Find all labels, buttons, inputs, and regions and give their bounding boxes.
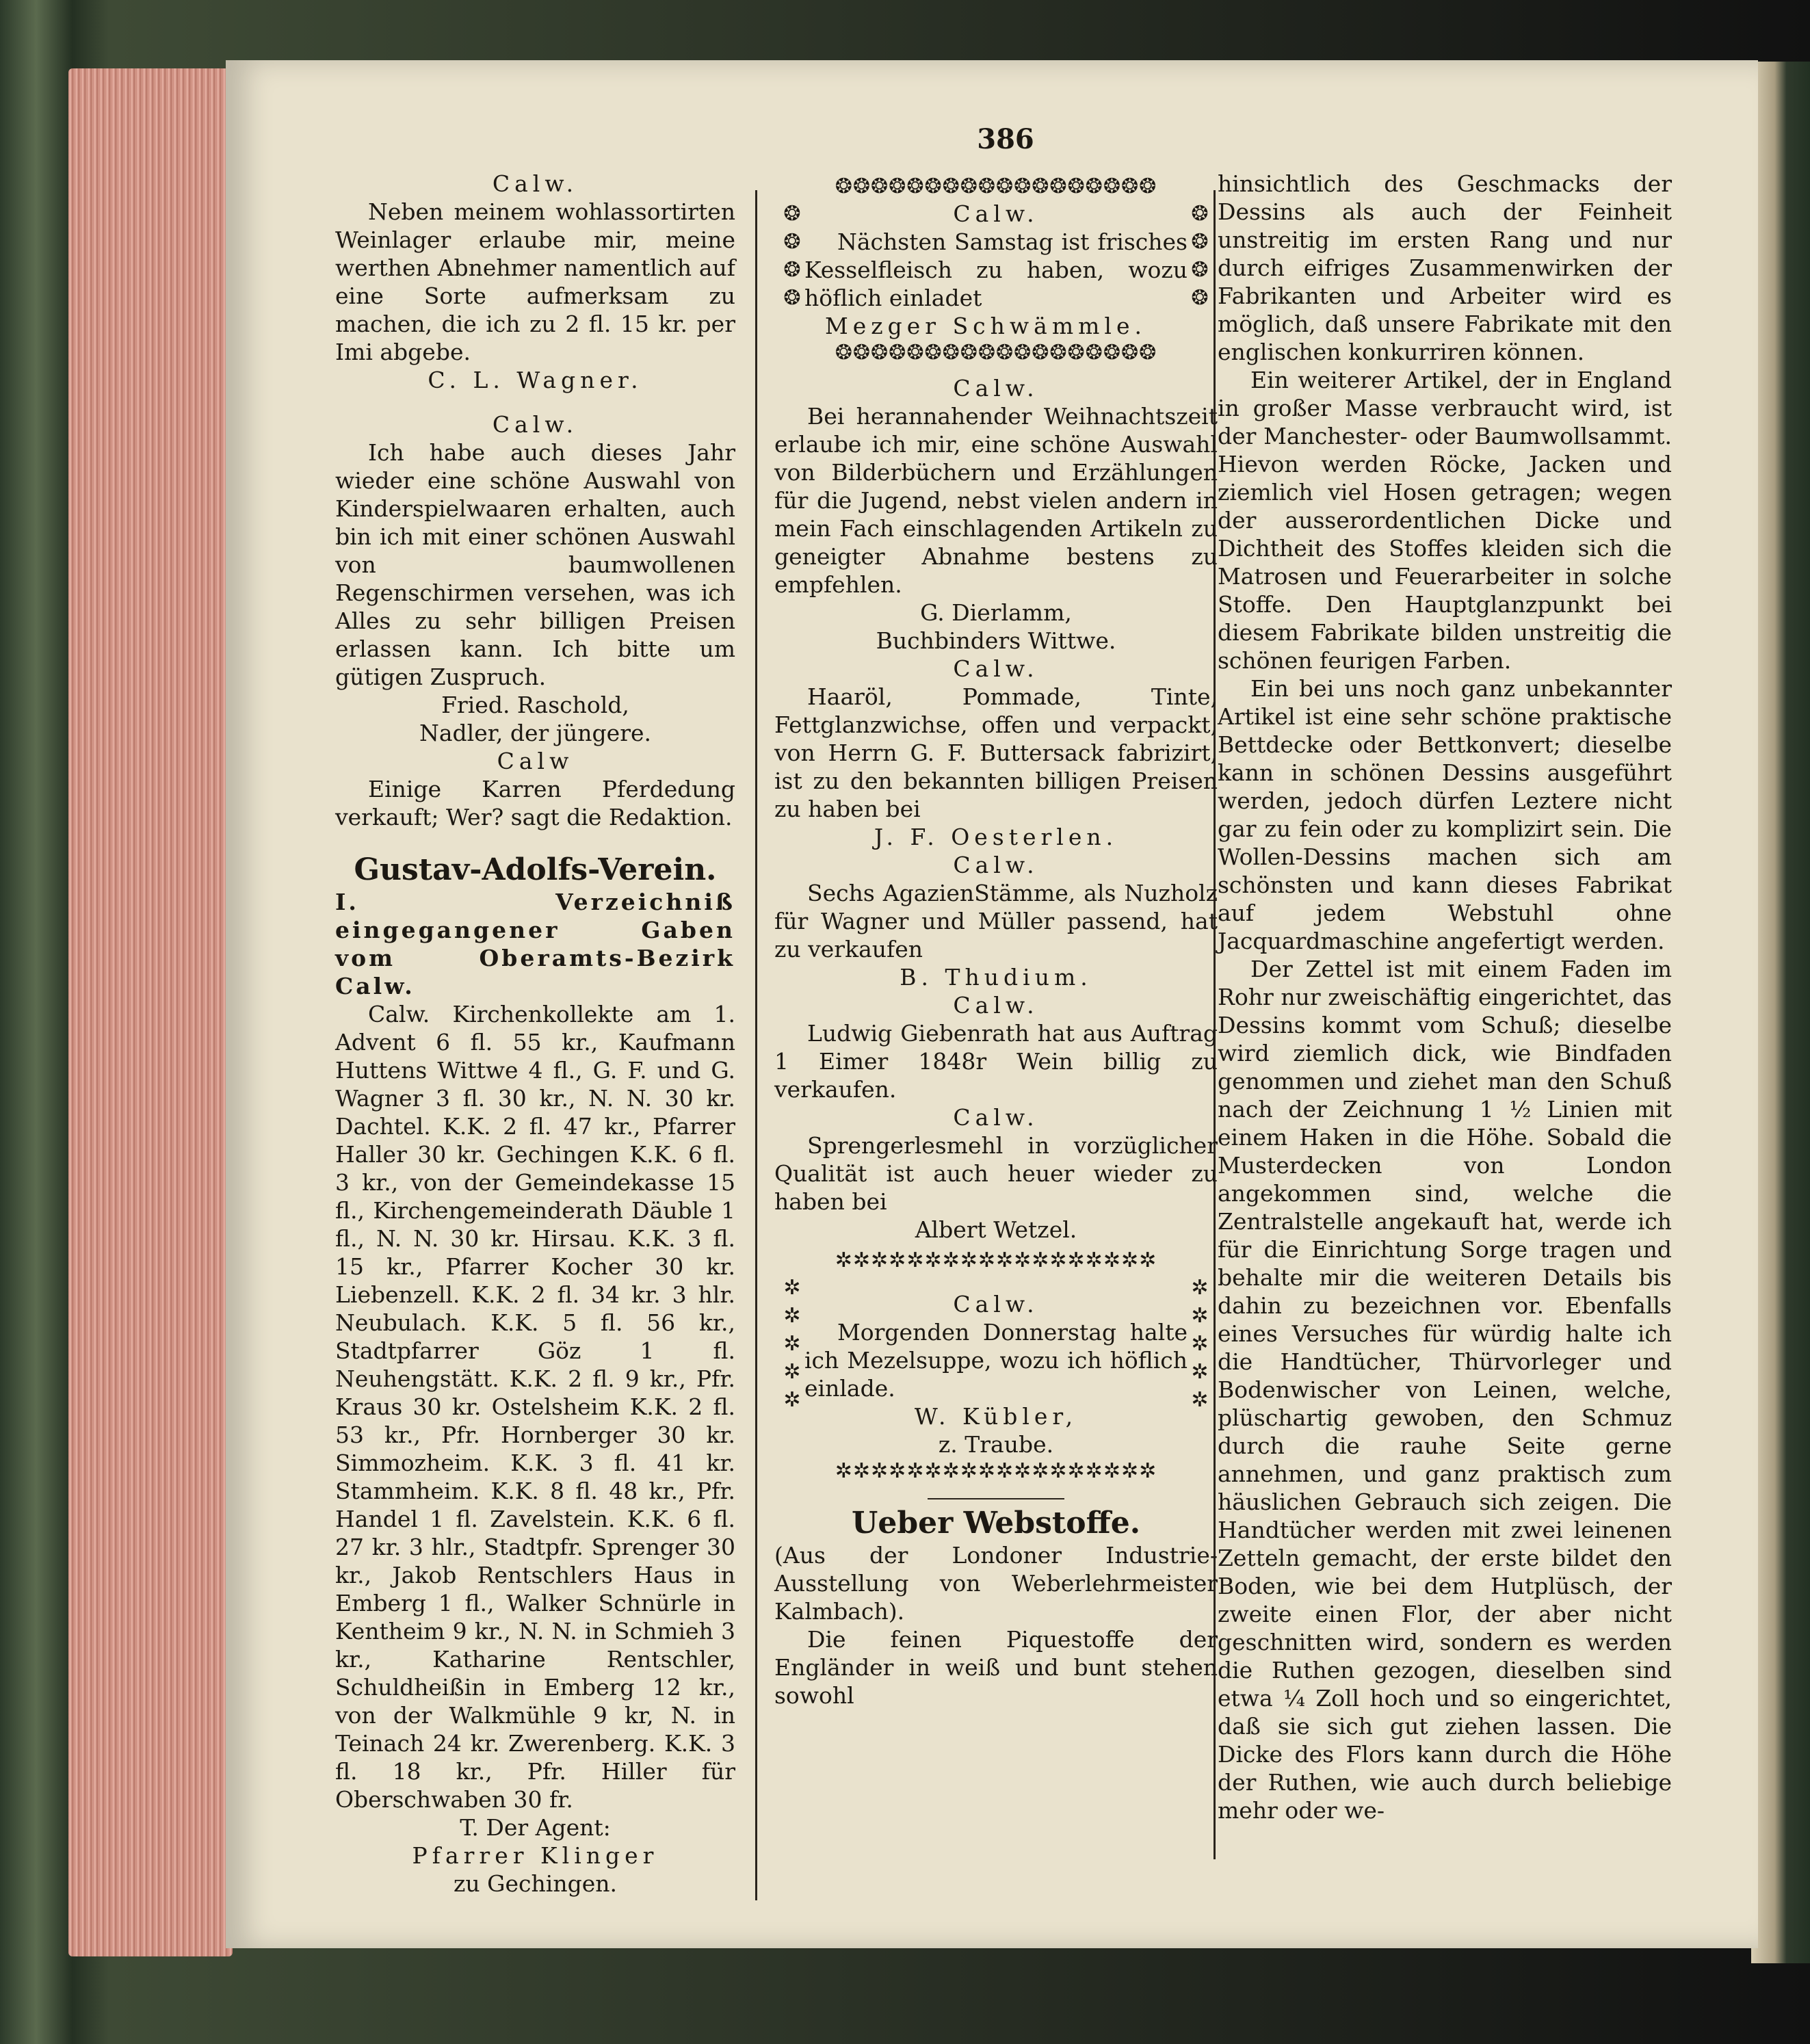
ad-text: Sechs AgazienStämme, als Nuzholz für Wagner und Müller passend, hat zu verkaufen [774, 880, 1218, 962]
ornament-side: ✲ [1191, 1360, 1209, 1384]
ad-place: Calw. [953, 1104, 1039, 1131]
ornament-side: ❂ [1191, 258, 1209, 282]
ornament-border: ❂❂❂❂❂❂❂❂❂❂❂❂❂❂❂❂❂❂ [835, 174, 1157, 198]
ornament-side: ✲ [783, 1332, 801, 1356]
page-number: 386 [977, 123, 1034, 155]
ad-text: Neben meinem wohlassortirten Weinlager erlaube mir, meine werthen Abnehmer namentlich auf eine Sorte aufmerksam zu machen, die ich zu 2 fl. 15 kr. per Imi abgebe. [335, 198, 735, 365]
ornament-box-1 [774, 170, 1218, 370]
section-subtitle: I. Verzeichniß eingegangener Gaben vom Oberamts-Bezirk Calw. [335, 889, 735, 999]
ad-text: Sprengerlesmehl in vorzüglicher Qualität ist auch heuer wieder zu haben bei [774, 1132, 1218, 1215]
page-edges-left [68, 68, 233, 1956]
ornament-side: ✲ [1191, 1304, 1209, 1328]
ornament-side: ✲ [783, 1304, 801, 1328]
ornament-side: ✲ [783, 1388, 801, 1412]
ad-text: Nächsten Samstag ist frisches Kesselfleisch zu haben, wozu höflich einladet [804, 228, 1188, 311]
ad-text: Morgenden Donnerstag halte ich Mezelsuppe, wozu ich höflich einlade. [804, 1319, 1188, 1402]
donation-list: Calw. Kirchenkollekte am 1. Advent 6 fl. 55 kr., Kaufmann Huttens Wittwe 4 fl., G. F. und G. Wagner 3 fl. 30 kr., N. N. 30 kr. Dachtel. K.K. 2 fl. 47 kr., Pfarrer Haller 30 kr. Gechingen K.K. 6 fl. 3 kr., von der Gemeindekasse 15 fl., Kirchengemeinderath Däuble 1 fl., N. N. 30 kr. Hirsau. K.K. 3 fl. 15 kr., Pfarrer Kocher 30 kr. Liebenzell. K.K. 2 fl. 34 kr. 3 hlr. Neubulach. K.K. 5 fl. 56 kr., Stadtpfarrer Göz 1 fl. Neuhengstätt. K.K. 2 fl. 9 kr., Pfr. Kraus 30 kr. Ostelsheim K.K. 2 fl. 53 kr., Pfr. Hornberger 30 kr. Simmozheim. K.K. 3 fl. 41 kr. Stammheim. K.K. 8 fl. 48 kr., Pfr. Handel 1 fl. Zavelstein. K.K. 6 fl. 27 kr. 3 hlr., Stadtpfr. Sprenger 30 kr., Jakob Rentschlers Haus in Emberg 1 fl., Walker Schnürle in Kentheim 9 kr., N. N. in Schmieh 3 kr., Katharine Rentschler, Schuldheißin in Emberg 12 kr., von der Walkmühle 9 kr, N. in Teinach 24 kr. Zwerenberg. K.K. 3 fl. 18 kr., Pfr. Hiller für Oberschwaben 30 fr. [335, 1001, 735, 1813]
ad-text: Bei herannahender Weihnachtszeit erlaube ich mir, eine schöne Auswahl von Bilderbüchern und Erzählungen für die Jugend, nebst vielen andern in mein Fach einschlagenden Artikeln zu geneigter Abnahme bestens zu empfehlen. [774, 403, 1218, 598]
column-1 [335, 170, 735, 1898]
article-title: Ueber Webstoffe. [851, 1506, 1141, 1541]
ad-signature: C. L. Wagner. [428, 367, 643, 393]
ad-signature: Fried. Raschold, [441, 692, 629, 718]
ornament-side: ❂ [783, 286, 801, 310]
ornament-side: ✲ [1191, 1276, 1209, 1300]
ad-text: Ludwig Giebenrath hat aus Auftrag 1 Eimer 1848r Wein billig zu verkaufen. [774, 1020, 1218, 1103]
ad-signature: W. Kübler, [914, 1403, 1078, 1430]
ad-text: Haaröl, Pommade, Tinte, Fettglanzwichse, offen und verpackt, von Herrn G. F. Buttersack fabrizirt, ist zu den bekannten billigen Preisen zu haben bei [774, 683, 1218, 822]
ad-place: Calw. [953, 992, 1039, 1019]
ornament-side: ❂ [1191, 230, 1209, 254]
ornament-border: ❂❂❂❂❂❂❂❂❂❂❂❂❂❂❂❂❂❂ [835, 341, 1157, 365]
article-text: Die feinen Piquestoffe der Engländer in weiß und bunt stehen sowohl [774, 1626, 1218, 1709]
ornament-side: ❂ [783, 258, 801, 282]
ad-place: Calw. [953, 1291, 1039, 1318]
ornament-side: ❂ [783, 202, 801, 226]
ad-place: Calw. [953, 655, 1039, 682]
article-source: (Aus der Londoner Industrie-Ausstellung von Weberlehrmeister Kalmbach). [774, 1542, 1218, 1625]
ad-place: Calw [497, 748, 574, 774]
ad-place: Calw. [492, 170, 579, 197]
ornament-border: ✲✲✲✲✲✲✲✲✲✲✲✲✲✲✲✲✲✲ [835, 1248, 1157, 1272]
agent-signature: T. Der Agent: [460, 1814, 611, 1841]
ad-text: Ich habe auch dieses Jahr wieder eine schöne Auswahl von Kinderspielwaaren erhalten, auch bin ich mit einer schönen Auswahl von baumwollenen Regenschirmen versehen, was ich Alles zu sehr billigen Preisen erlassen kann. Ich bitte um gütigen Zuspruch. [335, 439, 735, 690]
ornament-side: ❂ [1191, 286, 1209, 310]
ad-signature: Buchbinders Wittwe. [876, 627, 1116, 654]
ad-place: Calw. [492, 411, 579, 438]
newspaper-page [226, 60, 1758, 1948]
ornament-border: ✲✲✲✲✲✲✲✲✲✲✲✲✲✲✲✲✲✲ [835, 1459, 1157, 1483]
ornament-box-2 [774, 1244, 1218, 1489]
section-title: Gustav-Adolfs-Verein. [354, 852, 717, 887]
article-paragraph: Der Zettel ist mit einem Faden im Rohr nur zweischäftig eingerichtet, das Dessins kommt vom Schuß; dieselbe wird ziemlich dick, wie Bindfaden genommen und ziehet man den Schuß nach der Zeichnung 1 ½ Linien mit einem Haken in die Höhe. Sobald die Musterdecken von London angekommen sind, welche die Zentralstelle angekauft hat, werde ich für die Einrichtung Sorge tragen und behalte mir die weiteren Details bis dahin zu bezeichnen vor. Ebenfalls eines Versuches für würdig halte ich die Handtücher, Thürvorleger und Bodenwischer von Leinen, welche, plüschartig gewoben, den Schmuz durch die rauhe Seite gerne annehmen, und ganz praktisch zum häuslichen Gebrauch sich zeigen. Die Handtücher werden mit zwei leinenen Zetteln gemacht, der erste bildet den Boden, wie bei dem Hutplüsch, der zweite einen Flor, der aber nicht geschnitten wird, sondern es werden die Ruthen gezogen, dieselben sind etwa ¼ Zoll hoch und so eingerichtet, daß sie sich gut ziehen lassen. Die Dicke des Flors kann durch die Höhe der Ruthen, wie auch durch beliebige mehr oder we- [1218, 956, 1672, 1824]
ad-signature: Albert Wetzel. [915, 1216, 1077, 1243]
ornament-side: ❂ [1191, 202, 1209, 226]
ornament-side: ✲ [783, 1276, 801, 1300]
agent-signature: Pfarrer Klinger [412, 1842, 659, 1869]
agent-signature: zu Gechingen. [454, 1870, 617, 1897]
ad-signature: z. Traube. [938, 1431, 1054, 1458]
article-paragraph: Ein bei uns noch ganz unbekannter Artikel ist eine sehr schöne praktische Bettdecke oder Bettkonvert; dieselbe kann in schönen Dessins ausgeführt werden, jedoch dürfen Leztere nicht gar zu fein oder zu komplizirt sein. Die Wollen-Dessins machen sich am schönsten und kann dieses Fabrikat auf jedem Webstuhl ohne Jacquardmaschine angefertigt werden. [1218, 675, 1672, 954]
column-2 [774, 170, 1218, 1709]
ad-signature: Nadler, der jüngere. [419, 720, 651, 746]
ad-place: Calw. [953, 200, 1039, 227]
divider [928, 1498, 1064, 1499]
column-rule-1 [755, 190, 757, 1900]
ad-signature: Mezger Schwämmle. [824, 313, 1146, 339]
ad-place: Calw. [953, 375, 1039, 402]
ad-signature: J. F. Oesterlen. [874, 824, 1118, 850]
ornament-side: ❂ [783, 230, 801, 254]
article-paragraph: Ein weiterer Artikel, der in England in großer Masse verbraucht wird, ist der Manchester- oder Baumwollsammt. Hievon werden Röcke, Jacken und ziemlich viel Hosen getragen; wegen der ausserordentlichen Dicke und Dichtheit des Stoffes kleiden sich die Matrosen und Feuerarbeiter in solche Stoffe. Den Hauptglanzpunkt bei diesem Fabrikate bilden unstreitig die schönen feurigen Farben. [1218, 367, 1672, 674]
ad-signature: G. Dierlamm, [920, 599, 1072, 626]
article-paragraph: hinsichtlich des Geschmacks der Dessins als auch der Feinheit unstreitig im ersten Rang und nur durch eifriges Zusammenwirken der Fabrikanten und Arbeiter wird es möglich, daß unsere Fabrikate mit den englischen konkurriren können. [1218, 170, 1672, 365]
ad-signature: B. Thudium. [900, 964, 1092, 991]
ornament-side: ✲ [1191, 1332, 1209, 1356]
ad-text: Einige Karren Pferdedung verkauft; Wer? sagt die Redaktion. [335, 776, 735, 830]
column-3 [1218, 170, 1672, 1824]
ad-place: Calw. [953, 852, 1039, 878]
page-edges-right [1751, 62, 1810, 1963]
ornament-side: ✲ [783, 1360, 801, 1384]
ornament-side: ✲ [1191, 1388, 1209, 1412]
